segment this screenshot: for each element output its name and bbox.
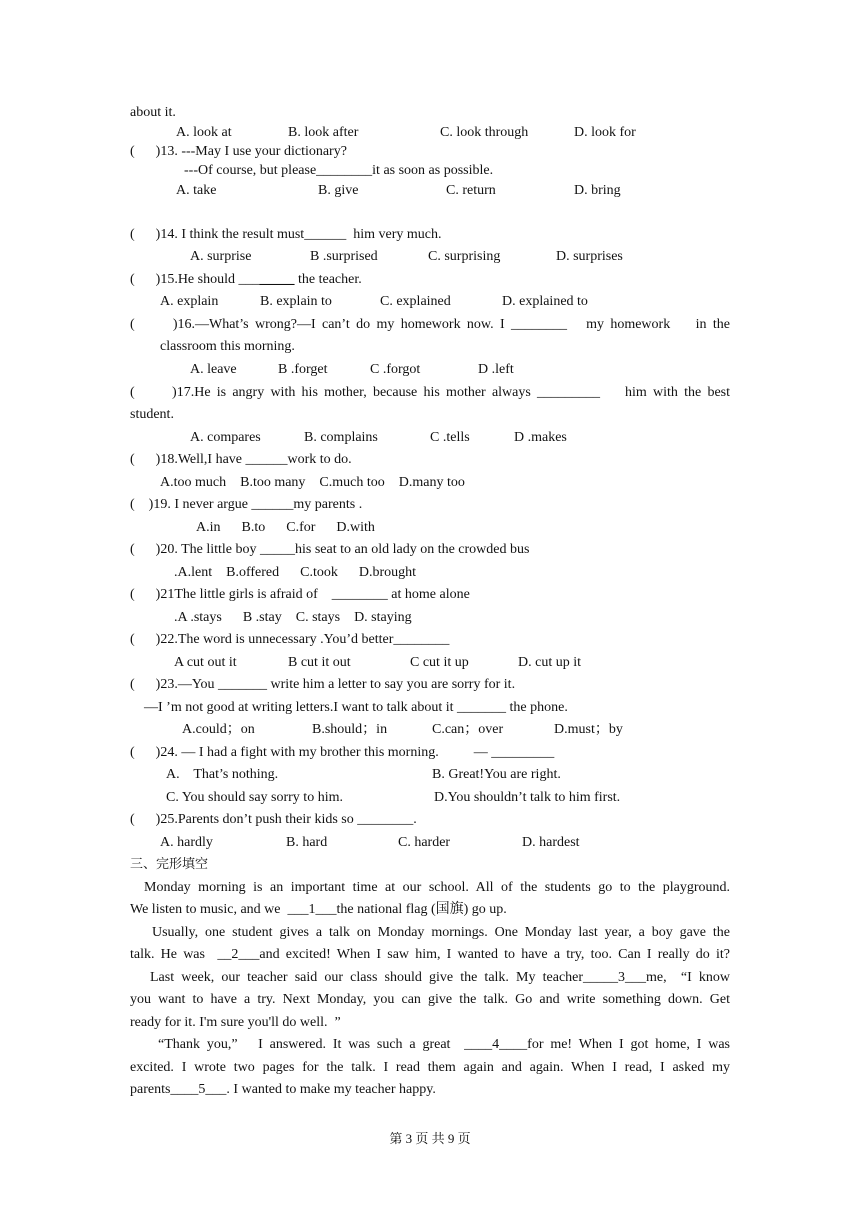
q24-option-b: B. Great!You are right. [432, 767, 561, 782]
q16-option-d: D .left [478, 362, 514, 377]
cloze-paragraph-4a: “Thank you,” I answered. It was such a great ____4____for me! When I got home, I was [158, 1037, 730, 1052]
q17-option-d: D .makes [514, 430, 567, 445]
q23-stem: ( )23.—You _______ write him a letter to say you are sorry for it. [130, 677, 516, 692]
q17-stem: ( )17.He is angry with his mother, because his mother always _________ him with the best [130, 385, 730, 400]
q16-stem-b: classroom this morning. [160, 339, 295, 354]
q24-option-d: D.You shouldn’t talk to him first. [434, 790, 621, 805]
page-footer: 第 3 页 共 9 页 [389, 1131, 471, 1146]
q25-option-a: A. hardly [160, 835, 213, 850]
q18-options: A.too much B.too many C.much too D.many too [160, 475, 465, 490]
q18-stem: ( )18.Well,I have ______work to do. [130, 452, 352, 467]
q15-option-a: A. explain [160, 294, 219, 309]
q23-option-d: D.must；by [554, 722, 623, 737]
q14-option-b: B .surprised [310, 249, 378, 264]
cloze-paragraph-2b: talk. He was __2___and excited! When I saw him, I wanted to have a try, too. Can I really do it? [130, 947, 730, 962]
q25-option-d: D. hardest [522, 835, 580, 850]
q12-option-c: C. look through [440, 125, 529, 140]
section-heading: 三、完形填空 [130, 857, 209, 872]
q25-option-c: C. harder [398, 835, 451, 850]
q13-option-d: D. bring [574, 183, 621, 198]
cloze-paragraph-3a: Last week, our teacher said our class should give the talk. My teacher_____3___me, “I know [150, 970, 730, 985]
q21-stem: ( )21The little girls is afraid of ________ at home alone [130, 587, 470, 602]
q13-stem-b: ---Of course, but please________it as soon as possible. [184, 163, 494, 178]
q23-option-c: C.can；over [432, 722, 504, 737]
q15-option-c: C. explained [380, 294, 451, 309]
q19-stem: ( )19. I never argue ______my parents . [130, 497, 363, 512]
q17-option-a: A. compares [190, 430, 261, 445]
q21-options: .A .stays B .stay C. stays D. staying [174, 610, 412, 625]
q15-option-d: D. explained to [502, 294, 588, 309]
q13-option-c: C. return [446, 183, 496, 198]
q13-option-b: B. give [318, 183, 359, 198]
q16-stem: ( )16.—What’s wrong?—I can’t do my homework now. I ________ my homework in the [130, 317, 730, 332]
q25-stem: ( )25.Parents don’t push their kids so ________. [130, 812, 417, 827]
q23-option-a: A.could；on [182, 722, 255, 737]
q15-stem: ( )15.He should ________ the teacher. [130, 272, 362, 287]
q12-option-b: B. look after [288, 125, 359, 140]
q14-stem: ( )14. I think the result must______ him very much. [130, 227, 442, 242]
q20-stem: ( )20. The little boy _____his seat to an old lady on the crowded bus [130, 542, 530, 557]
cloze-paragraph-4b: excited. I wrote two pages for the talk. I read them again and again. When I read, I asked my [130, 1060, 730, 1075]
cloze-paragraph-4c: parents____5___. I wanted to make my teacher happy. [130, 1082, 436, 1097]
q14-option-c: C. surprising [428, 249, 501, 264]
q20-options: .A.lent B.offered C.took D.brought [174, 565, 416, 580]
q24-option-a: A. That’s nothing. [166, 767, 279, 782]
q22-stem: ( )22.The word is unnecessary .You’d better________ [130, 632, 450, 647]
q23-option-b: B.should；in [312, 722, 388, 737]
q12-option-a: A. look at [176, 125, 232, 140]
q17-option-b: B. complains [304, 430, 378, 445]
q12-option-d: D. look for [574, 125, 636, 140]
q22-option-b: B cut it out [288, 655, 351, 670]
q22-option-d: D. cut up it [518, 655, 581, 670]
cloze-paragraph-1b: We listen to music, and we ___1___the national flag (国旗) go up. [130, 902, 507, 917]
q23-stem-b: —I ’m not good at writing letters.I want to talk about it _______ the phone. [144, 700, 568, 715]
q24-stem: ( )24. — I had a fight with my brother this morning. — _________ [130, 745, 555, 760]
cloze-paragraph-2a: Usually, one student gives a talk on Monday mornings. One Monday last year, a boy gave the [152, 925, 730, 940]
q16-option-a: A. leave [190, 362, 237, 377]
cloze-paragraph-3b: you want to have a try. Next Monday, you can give the talk. Go and write something down. Get [130, 992, 730, 1007]
q12-tail: about it. [130, 105, 176, 120]
q16-option-b: B .forget [278, 362, 328, 377]
cloze-paragraph-3c: ready for it. I'm sure you'll do well. ” [130, 1015, 341, 1030]
q19-options: A.in B.to C.for D.with [196, 520, 375, 535]
q15-option-b: B. explain to [260, 294, 332, 309]
q16-option-c: C .forgot [370, 362, 421, 377]
q14-option-a: A. surprise [190, 249, 252, 264]
q13-stem: ( )13. ---May I use your dictionary? [130, 144, 347, 159]
q17-stem-b: student. [130, 407, 174, 422]
cloze-paragraph-1a: Monday morning is an important time at our school. All of the students go to the playground. [144, 880, 730, 895]
q24-option-c: C. You should say sorry to him. [166, 790, 343, 805]
q22-option-c: C cut it up [410, 655, 469, 670]
q22-option-a: A cut out it [174, 655, 237, 670]
q17-option-c: C .tells [430, 430, 470, 445]
q13-option-a: A. take [176, 183, 217, 198]
q14-option-d: D. surprises [556, 249, 623, 264]
q25-option-b: B. hard [286, 835, 328, 850]
